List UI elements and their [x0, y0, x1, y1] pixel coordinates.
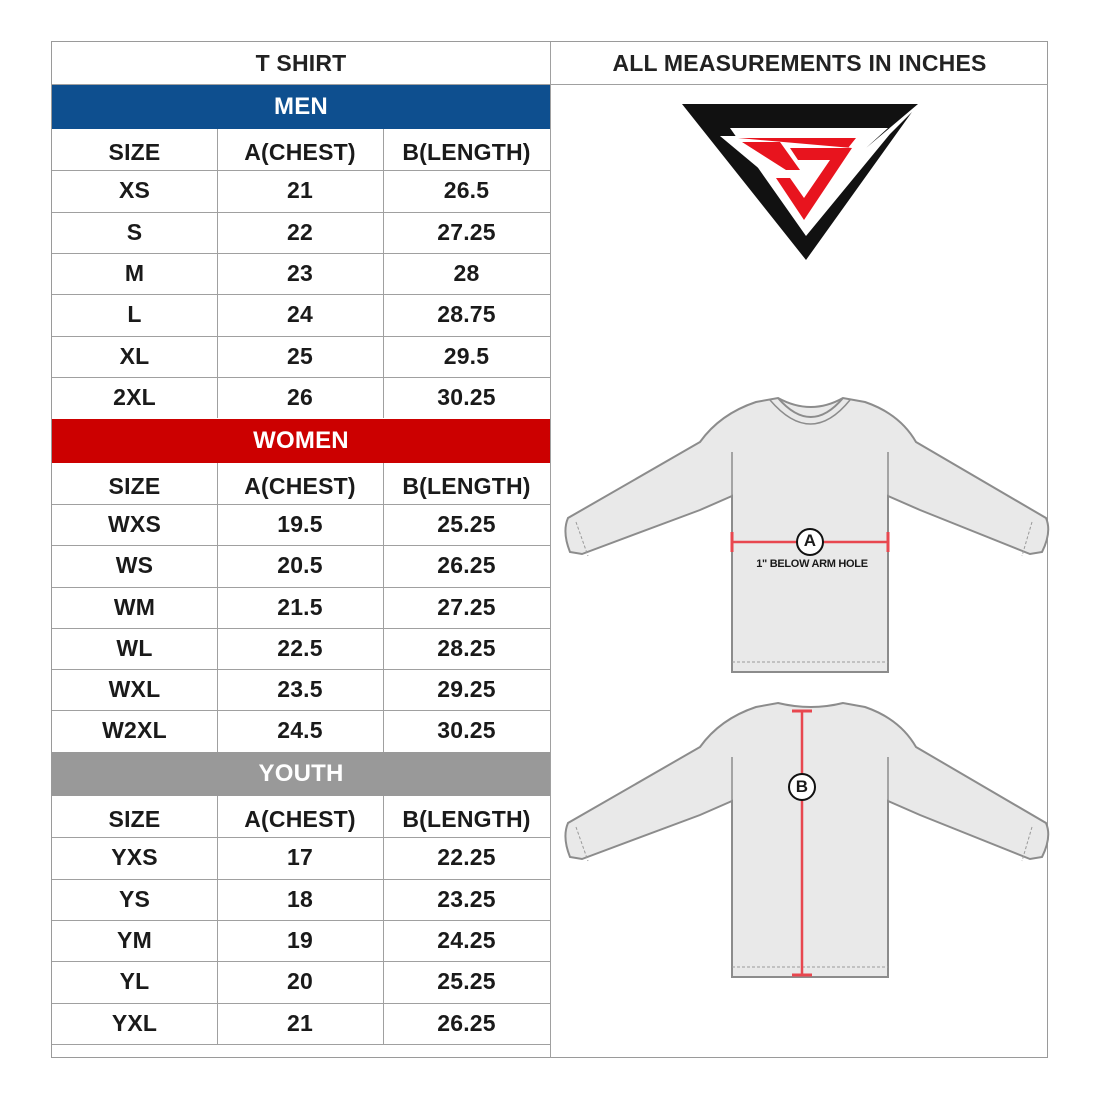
measurement-cell: 23.25	[437, 886, 496, 912]
measurement-cell: 26.5	[443, 177, 490, 203]
measurement-cell: 27.25	[437, 594, 496, 620]
size-cell: XS	[118, 177, 151, 203]
brand-logo	[680, 102, 920, 262]
measurement-cell: 21.5	[277, 594, 323, 620]
section-band-men: MEN	[52, 85, 550, 129]
size-cell: W2XL	[102, 717, 167, 743]
shirt-back-diagram	[560, 697, 1050, 987]
column-header: A(CHEST)	[244, 139, 356, 165]
measurement-cell: 24.25	[437, 927, 496, 953]
measurement-cell: 28.25	[437, 635, 496, 661]
column-divider	[383, 129, 384, 418]
measurement-cell: 23.5	[277, 676, 323, 702]
size-cell: YM	[117, 927, 152, 953]
measurement-cell: 19.5	[277, 511, 323, 537]
size-cell: WXS	[108, 511, 161, 537]
measurement-cell: 20.5	[277, 552, 323, 578]
measurement-cell: 18	[287, 886, 313, 912]
size-cell: WL	[116, 635, 153, 661]
size-cell: M	[124, 260, 145, 286]
column-divider	[217, 129, 218, 418]
measurement-cell: 27.25	[437, 219, 496, 245]
divider	[550, 42, 551, 1058]
size-cell: 2XL	[113, 384, 156, 410]
size-cell: XL	[119, 343, 150, 369]
measurement-cell: 24	[287, 301, 313, 327]
column-header: B(LENGTH)	[402, 139, 531, 165]
measurement-cell: 25.25	[437, 968, 496, 994]
size-cell: WM	[113, 594, 156, 620]
size-cell: YXS	[111, 844, 158, 870]
chest-measure-note: 1" BELOW ARM HOLE	[756, 558, 868, 570]
measurement-cell: 26.25	[437, 1010, 496, 1036]
measurement-cell: 29.25	[437, 676, 496, 702]
size-cell: WS	[115, 552, 154, 578]
measurement-cell: 30.25	[437, 384, 496, 410]
size-chart	[51, 41, 1048, 1058]
size-cell: L	[127, 301, 142, 327]
size-cell: YL	[119, 968, 150, 994]
measurement-cell: 28	[453, 260, 480, 286]
size-cell: WXL	[108, 676, 161, 702]
measurement-cell: 26.25	[437, 552, 496, 578]
measurement-cell: 19	[287, 927, 313, 953]
column-header: B(LENGTH)	[402, 473, 531, 499]
chart-title: T SHIRT	[255, 49, 347, 76]
column-header: SIZE	[108, 139, 161, 165]
measurement-cell: 17	[287, 844, 313, 870]
measurement-cell: 24.5	[277, 717, 323, 743]
column-header: SIZE	[108, 806, 161, 832]
length-marker-b: B	[795, 777, 809, 796]
measurement-cell: 22.5	[277, 635, 323, 661]
measurement-cell: 21	[287, 1010, 313, 1036]
chest-marker-a: A	[803, 531, 817, 550]
measurement-unit-note: ALL MEASUREMENTS IN INCHES	[612, 49, 987, 76]
measurement-cell: 28.75	[437, 301, 496, 327]
measurement-cell: 25	[287, 343, 313, 369]
column-divider	[217, 796, 218, 1044]
column-header: B(LENGTH)	[402, 806, 531, 832]
column-header: A(CHEST)	[244, 473, 356, 499]
measurement-cell: 21	[287, 177, 313, 203]
column-divider	[383, 463, 384, 752]
size-cell: YS	[118, 886, 151, 912]
measurement-cell: 26	[287, 384, 313, 410]
measurement-cell: 23	[287, 260, 313, 286]
measurement-cell: 22	[287, 219, 313, 245]
measurement-cell: 29.5	[443, 343, 490, 369]
measurement-cell: 30.25	[437, 717, 496, 743]
measurement-cell: 25.25	[437, 511, 496, 537]
column-header: SIZE	[108, 473, 161, 499]
size-cell: YXL	[111, 1010, 158, 1036]
column-divider	[383, 796, 384, 1044]
measurement-cell: 20	[287, 968, 313, 994]
section-band-women: WOMEN	[52, 419, 550, 463]
column-header: A(CHEST)	[244, 806, 356, 832]
measurement-cell: 22.25	[437, 844, 496, 870]
row-divider	[52, 1044, 550, 1045]
column-divider	[217, 463, 218, 752]
size-cell: S	[126, 219, 143, 245]
section-band-youth: YOUTH	[52, 752, 550, 796]
